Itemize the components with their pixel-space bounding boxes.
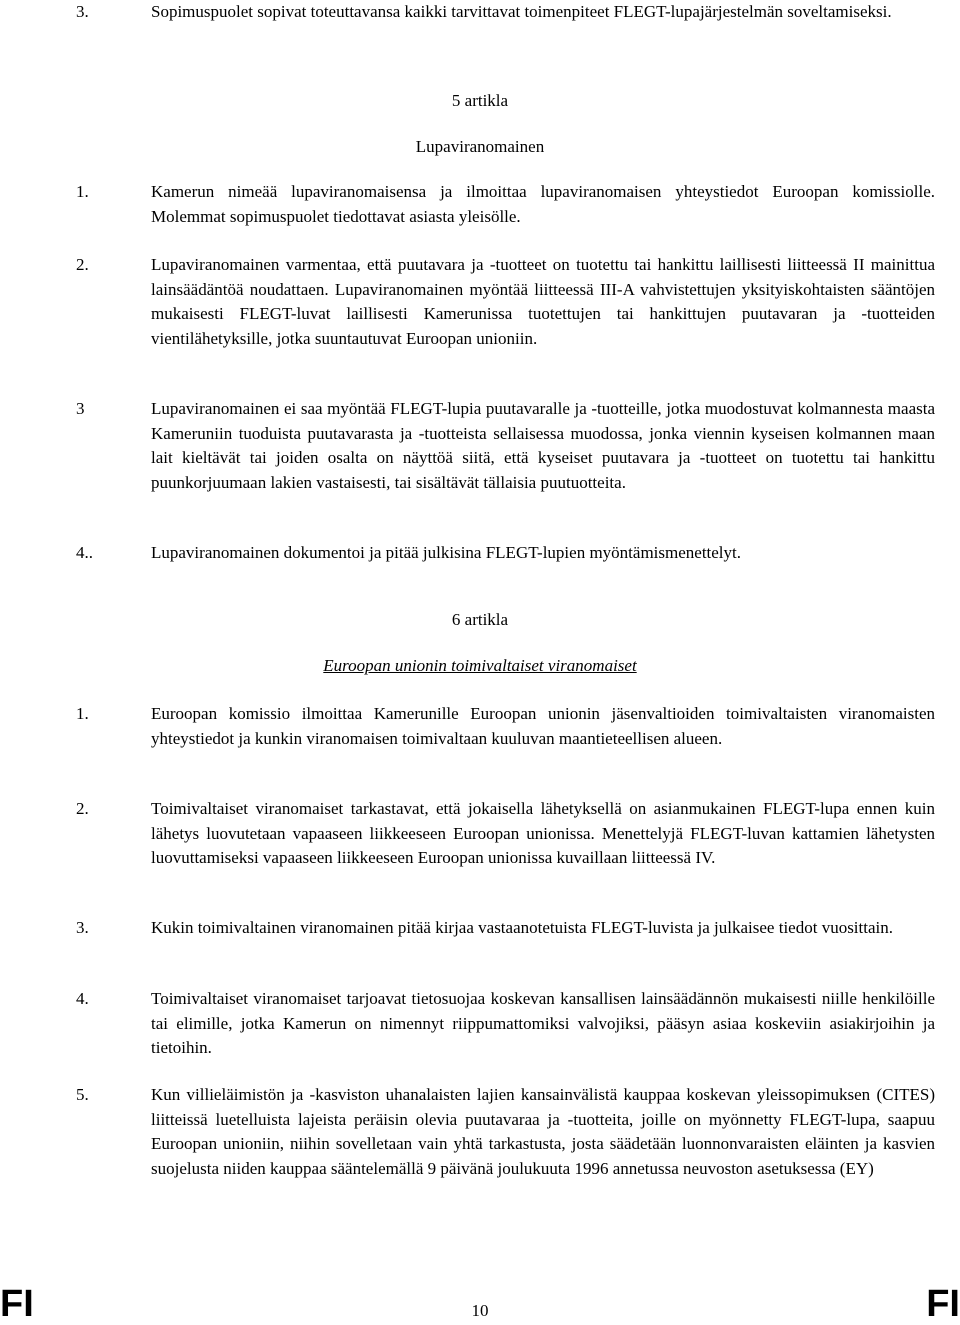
item-number: 1. xyxy=(76,182,89,201)
item-text: Lupaviranomainen varmentaa, että puutavara ja -tuotteet on tuotettu tai hankittu laillisesti liitteessä II mainittua lainsäädäntöä noudattaen. Lupaviranomainen myöntää liitteessä III-A vahvistettujen yksityiskohtaisten sääntöjen mukaisesti FLEGT-luvat laillisesti Kamerunissa tuotettujen tai hankittujen puutavaran ja -tuotteiden vientilähetyksille, jotka suuntautuvat Euroopan unioniin. xyxy=(151,255,935,348)
item-text: Kukin toimivaltainen viranomainen pitää kirjaa vastaanotetuista FLEGT-luvista ja julkaisee tiedot vuosittain. xyxy=(151,918,893,937)
item-number: 4.. xyxy=(76,543,93,562)
page-number: 10 xyxy=(471,1301,489,1320)
item-number: 3. xyxy=(76,2,89,21)
item-text: Lupaviranomainen ei saa myöntää FLEGT-lupia puutavaralle ja -tuotteille, jotka muodostuvat kolmannesta maasta Kameruniin tuoduista puutavarasta ja -tuotteista sellaisessa muodossa, jonka viennin kyseisen kolmannen maan lait kieltävät tai joiden osalta on näyttöä siitä, että kyseiset puutavara ja -tuotteet on tuotettu tai hankittu puunkorjuumaan lakien vastaisesti, tai sisältävät tällaisia puutuotteita. xyxy=(151,399,935,492)
article-6-title-text: Euroopan unionin toimivaltaiset viranomaiset xyxy=(323,656,637,675)
item-number: 5. xyxy=(76,1085,89,1104)
article-5-heading: 5 artikla xyxy=(451,91,509,110)
item-text: Euroopan komissio ilmoittaa Kamerunille Euroopan unionin jäsenvaltioiden toimivaltaisten viranomaisten yhteystiedot ja kunkin viranomaisen toimivaltaan kuuluvan maantieteellisen alueen. xyxy=(151,704,935,748)
item-number: 3 xyxy=(76,399,85,418)
item-number: 2. xyxy=(76,799,89,818)
item-text: Sopimuspuolet sopivat toteuttavansa kaikki tarvittavat toimenpiteet FLEGT-lupajärjestelmän soveltamiseksi. xyxy=(151,2,892,21)
article-5-title: Lupaviranomainen xyxy=(415,137,545,156)
item-number: 4. xyxy=(76,989,89,1008)
article-6-title xyxy=(0,654,960,678)
item-number: 2. xyxy=(76,255,89,274)
item-text: Toimivaltaiset viranomaiset tarjoavat tietosuojaa koskevan kansallisen lainsäädännön mukaisesti niille henkilöille tai elimille, jotka Kamerun on nimennyt riippumattomiksi valvojiksi, pääsyn asiaa koskeviin asiakirjoihin ja tietoihin. xyxy=(151,989,935,1058)
item-text: Lupaviranomainen dokumentoi ja pitää julkisina FLEGT-lupien myöntämismenettelyt. xyxy=(151,543,742,562)
item-number: 3. xyxy=(76,918,89,937)
footer-language-left: FI xyxy=(0,1283,34,1325)
article-6-heading: 6 artikla xyxy=(451,610,509,629)
item-number: 1. xyxy=(76,704,89,723)
item-text: Toimivaltaiset viranomaiset tarkastavat, että jokaisella lähetyksellä on asianmukainen FLEGT-lupa ennen kuin lähetys luovutetaan vapaaseen liikkeeseen Euroopan unionissa. Menettelyjä FLEGT-luvan kattamien lähetysten luovuttamiseksi vapaaseen liikkeeseen Euroopan unionissa kuvaillaan liitteessä IV. xyxy=(151,799,935,868)
item-text: Kamerun nimeää lupaviranomaisensa ja ilmoittaa lupaviranomaisen yhteystiedot Euroopan komissiolle. Molemmat sopimuspuolet tiedottavat asiasta yleisölle. xyxy=(151,182,935,226)
footer-language-right: FI xyxy=(926,1283,960,1325)
item-text: Kun villieläimistön ja -kasviston uhanalaisten lajien kansainvälistä kauppaa koskevan yleissopimuksen (CITES) liitteissä luetelluista lajeista peräisin olevia puutavaraa ja -tuotteita, joille on myönnetty FLEGT-lupa, saapuu Euroopan unioniin, niihin sovelletaan vain yhtä tarkastusta, josta säädetään luonnonvaraisten eläinten ja kasvien suojelusta niiden kauppaa sääntelemällä 9 päivänä joulukuuta 1996 annetussa neuvoston asetuksessa (EY) xyxy=(151,1085,935,1178)
